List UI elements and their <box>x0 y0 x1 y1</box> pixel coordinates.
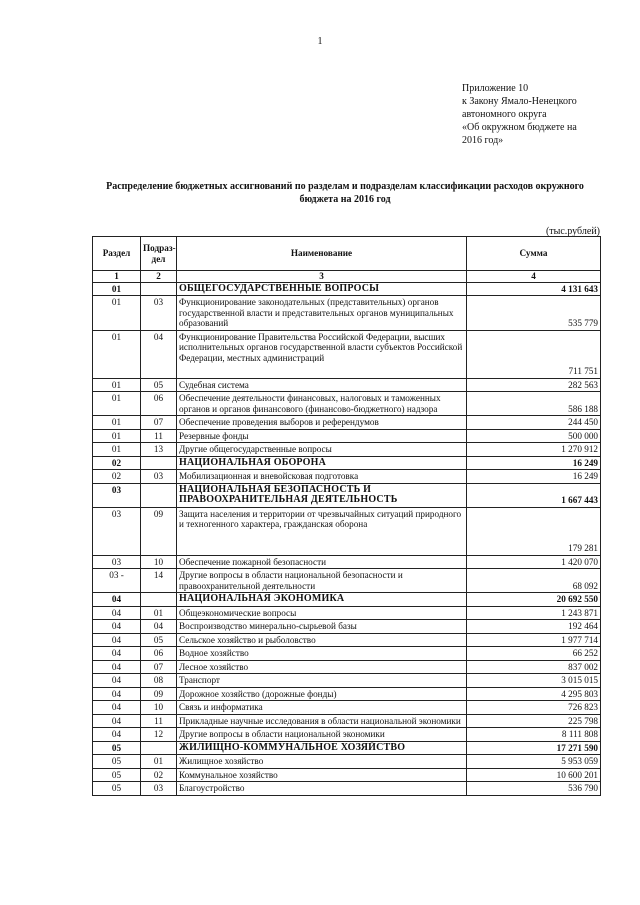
table-row <box>93 620 601 634</box>
name-cell: Связь и информатика <box>177 701 467 715</box>
name-cell: Резервные фонды <box>177 429 467 443</box>
sum-cell: 20 692 550 <box>467 593 601 607</box>
subsection-code-cell: 09 <box>141 507 177 555</box>
appendix-line: автономного округа <box>462 109 547 120</box>
header-subsection: Подраз-дел <box>141 237 177 271</box>
subsection-code-cell: 02 <box>141 768 177 782</box>
name-cell: Другие вопросы в области национальной безопасности и правоохранительной деятельности <box>177 569 467 593</box>
sum-cell: 500 000 <box>467 429 601 443</box>
section-code-cell: 02 <box>93 470 141 484</box>
section-code-cell: 03 - <box>93 569 141 593</box>
sum-cell: 10 600 201 <box>467 768 601 782</box>
sum-cell: 726 823 <box>467 701 601 715</box>
table-row <box>93 687 601 701</box>
section-code-cell: 01 <box>93 330 141 378</box>
budget-table-body <box>93 282 601 795</box>
subsection-code-cell: 03 <box>141 470 177 484</box>
name-cell: Водное хозяйство <box>177 647 467 661</box>
section-code-cell: 05 <box>93 741 141 755</box>
sum-cell: 8 111 808 <box>467 728 601 742</box>
table-row <box>93 674 601 688</box>
sum-cell: 16 249 <box>467 456 601 470</box>
table-row <box>93 378 601 392</box>
column-number: 3 <box>177 271 467 283</box>
name-cell: Функционирование Правительства Российской Федерации, высших исполнительных органов государственной власти субъектов Российской Федерации, местных администраций <box>177 330 467 378</box>
table-row <box>93 569 601 593</box>
budget-table <box>92 236 601 796</box>
table-row <box>93 606 601 620</box>
column-number: 1 <box>93 271 141 283</box>
section-code-cell: 04 <box>93 606 141 620</box>
name-cell: Коммунальное хозяйство <box>177 768 467 782</box>
sum-cell: 1 977 714 <box>467 633 601 647</box>
section-code-cell: 03 <box>93 507 141 555</box>
table-row <box>93 701 601 715</box>
subsection-code-cell <box>141 282 177 296</box>
sum-cell: 4 131 643 <box>467 282 601 296</box>
column-number: 4 <box>467 271 601 283</box>
subsection-code-cell: 13 <box>141 443 177 457</box>
table-row <box>93 782 601 796</box>
name-cell: Защита населения и территории от чрезвычайных ситуаций природного и техногенного характера, гражданская оборона <box>177 507 467 555</box>
sum-cell: 586 188 <box>467 392 601 416</box>
table-row <box>93 443 601 457</box>
subsection-code-cell: 14 <box>141 569 177 593</box>
subsection-code-cell: 04 <box>141 330 177 378</box>
table-row <box>93 416 601 430</box>
sum-cell: 1 420 070 <box>467 555 601 569</box>
table-row <box>93 555 601 569</box>
section-code-cell: 04 <box>93 633 141 647</box>
table-row <box>93 728 601 742</box>
sum-cell: 179 281 <box>467 507 601 555</box>
name-cell: Другие вопросы в области национальной экономики <box>177 728 467 742</box>
name-cell: НАЦИОНАЛЬНАЯ БЕЗОПАСНОСТЬ И ПРАВООХРАНИТЕЛЬНАЯ ДЕЯТЕЛЬНОСТЬ <box>177 483 467 507</box>
subsection-code-cell: 04 <box>141 620 177 634</box>
section-row <box>93 483 601 507</box>
section-row <box>93 282 601 296</box>
subsection-code-cell: 09 <box>141 687 177 701</box>
name-cell: Функционирование законодательных (представительных) органов государственной власти и представительных органов муниципальных образований <box>177 296 467 331</box>
name-cell: Обеспечение пожарной безопасности <box>177 555 467 569</box>
section-code-cell: 03 <box>93 555 141 569</box>
section-code-cell: 05 <box>93 755 141 769</box>
section-code-cell: 04 <box>93 593 141 607</box>
sum-cell: 837 002 <box>467 660 601 674</box>
name-cell: Обеспечение деятельности финансовых, налоговых и таможенных органов и органов финансового (финансово-бюджетного) надзора <box>177 392 467 416</box>
table-row <box>93 755 601 769</box>
appendix-line: к Закону Ямало-Ненецкого <box>462 96 577 107</box>
page-number: 1 <box>317 36 323 47</box>
section-row <box>93 456 601 470</box>
section-code-cell: 01 <box>93 416 141 430</box>
section-code-cell: 04 <box>93 714 141 728</box>
table-row <box>93 296 601 331</box>
name-cell: Другие общегосударственные вопросы <box>177 443 467 457</box>
sum-cell: 711 751 <box>467 330 601 378</box>
sum-cell: 225 798 <box>467 714 601 728</box>
sum-cell: 192 464 <box>467 620 601 634</box>
subsection-code-cell: 07 <box>141 660 177 674</box>
section-code-cell: 04 <box>93 728 141 742</box>
sum-cell: 5 953 059 <box>467 755 601 769</box>
appendix-note <box>462 82 622 147</box>
section-row <box>93 593 601 607</box>
sum-cell: 16 249 <box>467 470 601 484</box>
name-cell: Общеэкономические вопросы <box>177 606 467 620</box>
subsection-code-cell: 10 <box>141 555 177 569</box>
name-cell: Обеспечение проведения выборов и референдумов <box>177 416 467 430</box>
name-cell: Прикладные научные исследования в области национальной экономики <box>177 714 467 728</box>
section-code-cell: 05 <box>93 782 141 796</box>
subsection-code-cell <box>141 593 177 607</box>
subsection-code-cell: 06 <box>141 392 177 416</box>
name-cell: Жилищное хозяйство <box>177 755 467 769</box>
header-section: Раздел <box>93 237 141 271</box>
section-row <box>93 741 601 755</box>
subsection-code-cell: 11 <box>141 714 177 728</box>
units-label: (тыс.рублей) <box>545 226 600 237</box>
section-code-cell: 03 <box>93 483 141 507</box>
sum-cell: 244 450 <box>467 416 601 430</box>
table-row <box>93 392 601 416</box>
subsection-code-cell: 07 <box>141 416 177 430</box>
subsection-code-cell: 01 <box>141 606 177 620</box>
sum-cell: 66 252 <box>467 647 601 661</box>
section-code-cell: 04 <box>93 620 141 634</box>
section-code-cell: 01 <box>93 392 141 416</box>
title-line: бюджета на 2016 год <box>299 194 391 205</box>
section-code-cell: 01 <box>93 443 141 457</box>
name-cell: Благоустройство <box>177 782 467 796</box>
subsection-code-cell: 03 <box>141 296 177 331</box>
subsection-code-cell <box>141 741 177 755</box>
table-row <box>93 507 601 555</box>
appendix-line: Приложение 10 <box>462 83 529 94</box>
sum-cell: 282 563 <box>467 378 601 392</box>
section-code-cell: 05 <box>93 768 141 782</box>
subsection-code-cell: 05 <box>141 633 177 647</box>
table-row <box>93 647 601 661</box>
table-row <box>93 470 601 484</box>
appendix-line: 2016 год» <box>462 135 504 146</box>
section-code-cell: 04 <box>93 660 141 674</box>
subsection-code-cell: 06 <box>141 647 177 661</box>
name-cell: НАЦИОНАЛЬНАЯ ОБОРОНА <box>177 456 467 470</box>
subsection-code-cell: 12 <box>141 728 177 742</box>
table-row <box>93 429 601 443</box>
section-code-cell: 04 <box>93 647 141 661</box>
table-row <box>93 330 601 378</box>
sum-cell: 68 092 <box>467 569 601 593</box>
subsection-code-cell <box>141 483 177 507</box>
subsection-code-cell: 08 <box>141 674 177 688</box>
sum-cell: 1 667 443 <box>467 483 601 507</box>
subsection-code-cell: 01 <box>141 755 177 769</box>
name-cell: Воспроизводство минерально-сырьевой базы <box>177 620 467 634</box>
section-code-cell: 01 <box>93 429 141 443</box>
title-line: Распределение бюджетных ассигнований по разделам и подразделам классификации расходов окружного <box>106 181 584 192</box>
sum-cell: 3 015 015 <box>467 674 601 688</box>
subsection-code-cell: 11 <box>141 429 177 443</box>
section-code-cell: 04 <box>93 701 141 715</box>
section-code-cell: 01 <box>93 282 141 296</box>
section-code-cell: 01 <box>93 296 141 331</box>
table-row <box>93 660 601 674</box>
name-cell: Лесное хозяйство <box>177 660 467 674</box>
subsection-code-cell: 10 <box>141 701 177 715</box>
section-code-cell: 04 <box>93 687 141 701</box>
section-code-cell: 04 <box>93 674 141 688</box>
sum-cell: 1 243 871 <box>467 606 601 620</box>
name-cell: Транспорт <box>177 674 467 688</box>
table-row <box>93 768 601 782</box>
table-row <box>93 714 601 728</box>
name-cell: Дорожное хозяйство (дорожные фонды) <box>177 687 467 701</box>
section-code-cell: 02 <box>93 456 141 470</box>
sum-cell: 536 790 <box>467 782 601 796</box>
column-numbering-row <box>93 271 601 283</box>
name-cell: ЖИЛИЩНО-КОММУНАЛЬНОЕ ХОЗЯЙСТВО <box>177 741 467 755</box>
subsection-code-cell: 03 <box>141 782 177 796</box>
column-number: 2 <box>141 271 177 283</box>
name-cell: ОБЩЕГОСУДАРСТВЕННЫЕ ВОПРОСЫ <box>177 282 467 296</box>
header-row <box>93 237 601 271</box>
table-row <box>93 633 601 647</box>
name-cell: Мобилизационная и вневойсковая подготовка <box>177 470 467 484</box>
section-code-cell: 01 <box>93 378 141 392</box>
subsection-code-cell: 05 <box>141 378 177 392</box>
header-name: Наименование <box>177 237 467 271</box>
sum-cell: 1 270 912 <box>467 443 601 457</box>
name-cell: НАЦИОНАЛЬНАЯ ЭКОНОМИКА <box>177 593 467 607</box>
sum-cell: 535 779 <box>467 296 601 331</box>
header-sum: Сумма <box>467 237 601 271</box>
name-cell: Судебная система <box>177 378 467 392</box>
appendix-line: «Об окружном бюджете на <box>462 122 577 133</box>
document-title <box>80 180 610 206</box>
sum-cell: 4 295 803 <box>467 687 601 701</box>
sum-cell: 17 271 590 <box>467 741 601 755</box>
subsection-code-cell <box>141 456 177 470</box>
name-cell: Сельское хозяйство и рыболовство <box>177 633 467 647</box>
